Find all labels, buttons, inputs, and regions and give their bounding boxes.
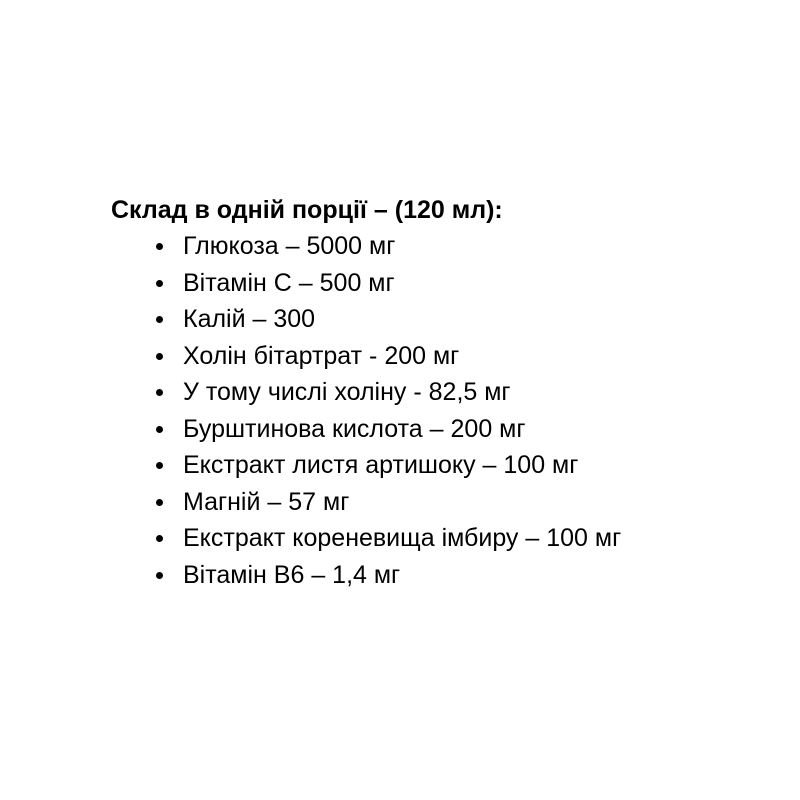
bullet-icon <box>156 535 163 542</box>
bullet-icon <box>156 243 163 250</box>
ingredient-item <box>111 557 751 594</box>
ingredient-text: Вітамін С – 500 мг <box>183 268 395 297</box>
ingredient-text: Глюкоза – 5000 мг <box>183 232 396 260</box>
ingredient-text: Екстракт кореневища імбиру – 100 мг <box>183 524 622 552</box>
bullet-icon <box>156 389 163 396</box>
ingredient-text: Бурштинова кислота – 200 мг <box>183 414 526 443</box>
ingredient-list <box>111 228 751 593</box>
bullet-icon <box>156 499 163 506</box>
ingredient-text: Холін бітартрат - 200 мг <box>183 341 460 370</box>
ingredient-item <box>111 484 751 521</box>
ingredient-item <box>111 447 751 484</box>
ingredient-item <box>111 374 751 411</box>
ingredient-text: Калій – 300 <box>183 305 316 333</box>
bullet-icon <box>156 316 163 323</box>
composition-block <box>111 192 751 593</box>
ingredient-text: У тому числі холіну - 82,5 мг <box>183 378 511 406</box>
bullet-icon <box>156 280 163 287</box>
ingredient-text: Магній – 57 мг <box>183 487 350 516</box>
ingredient-item <box>111 411 751 448</box>
ingredient-text: Екстракт листя артишоку – 100 мг <box>183 451 579 479</box>
bullet-icon <box>156 353 163 360</box>
ingredient-text: Вітамін В6 – 1,4 мг <box>183 560 401 589</box>
ingredient-item <box>111 265 751 302</box>
ingredient-item <box>111 301 751 338</box>
bullet-icon <box>156 462 163 469</box>
ingredient-item <box>111 228 751 265</box>
ingredient-item <box>111 338 751 375</box>
ingredient-item <box>111 520 751 557</box>
bullet-icon <box>156 426 163 433</box>
bullet-icon <box>156 572 163 579</box>
composition-heading: Склад в одній порції – (120 мл): <box>111 196 503 224</box>
